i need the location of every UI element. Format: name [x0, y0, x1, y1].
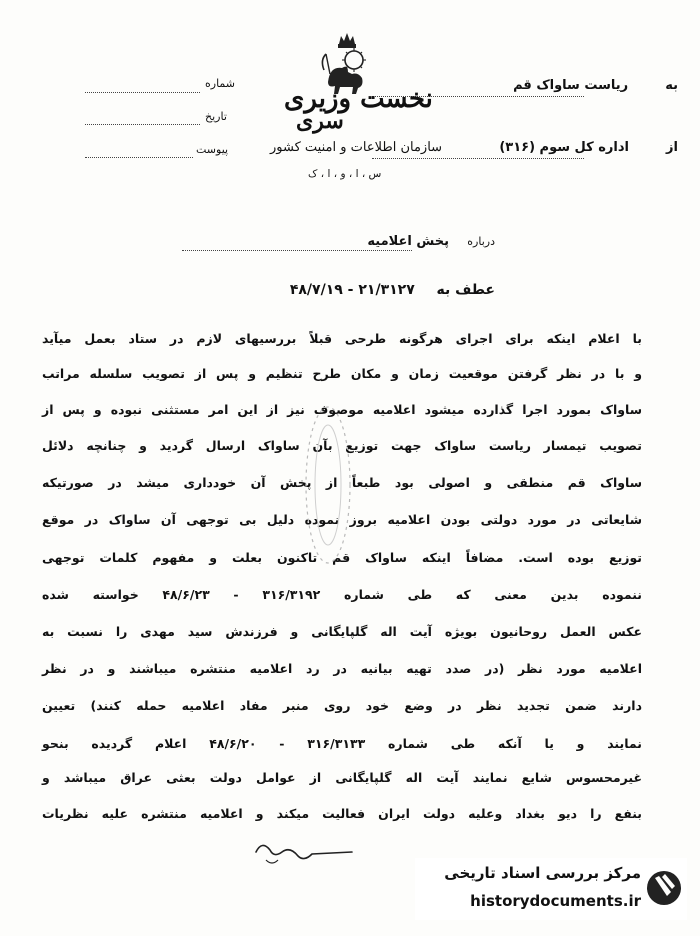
- body-line: ساواک بمورد اجرا گذارده میشود اعلامیه موصوف نیز از این امر مستثنی نبوده و پس از: [42, 402, 642, 417]
- body-line: دارند ضمن تجدید نظر در وضع خود روی منبر مفاد اعلامیه حمله کنند) تعیین: [42, 698, 642, 713]
- sender-line: [499, 140, 678, 155]
- reference-value: ۲۱/۳۱۲۷ - ۴۸/۷/۱۹: [289, 282, 415, 298]
- body-line: ساواک قم منطقی و اصولی بود طبعاً از پخش آن خودداری میشد در صورتیکه: [42, 475, 642, 490]
- sender-prefix: از: [666, 140, 678, 155]
- body-line: تصویب تیمسار ریاست ساواک جهت توزیع بآن ساواک ارسال گردید و چنانچه دلائل: [42, 438, 642, 453]
- body-line: و با در نظر گرفتن موقعیت زمان و مکان طرح تنظیم و پس از تصویب سلسله مراتب: [42, 366, 642, 381]
- date-label: تاریخ: [205, 110, 227, 123]
- body-line: غیرمحسوس شایع نمایند آیت اله گلپایگانی از عوامل دولت بعثی عراق میباشد و: [42, 770, 642, 785]
- body-line: اعلامیه مورد نظر (در صدد تهیه بیانیه در رد اعلامیه منتشره میباشند و در نظر: [42, 661, 642, 676]
- body-line: بنفع را دیو بغداد وعلیه دولت ایران فعالیت میکند و اعلامیه منتشره علیه نظریات: [42, 806, 642, 821]
- organization-name: سازمان اطلاعات و امنیت کشور: [270, 140, 443, 155]
- subject-line: [367, 234, 495, 249]
- recipient-prefix: به: [665, 78, 678, 93]
- body-line: شایعاتی در مورد دولتی بودن اعلامیه بروز نموده دلیل بی توجهی آن ساواک در موقع: [42, 512, 642, 527]
- attachment-label: پیوست: [196, 143, 229, 156]
- emblem-title: نخست وزیری: [284, 84, 433, 114]
- body-line: توزیع بوده است. مضافاً اینکه ساواک قم تاکنون بعلت و مفهوم کلمات توجهی: [42, 550, 642, 565]
- handwritten-signature: [248, 836, 358, 872]
- classification-stamp: سری: [296, 108, 344, 134]
- subject-dotted-line: [182, 250, 412, 251]
- date-dotted-line: [85, 124, 200, 125]
- number-dotted-line: [85, 92, 200, 93]
- attachment-dotted-line: [85, 157, 193, 158]
- reference-line: [290, 282, 495, 298]
- body-line: با اعلام اینکه برای اجرای هرگونه طرحی قبلاً بررسیهای لازم در ستاد بعمل میآید: [42, 331, 642, 346]
- sender-dotted-line: [372, 158, 584, 159]
- archive-watermark: [415, 858, 687, 920]
- subject-value: پخش اعلامیه: [367, 234, 450, 249]
- archive-logo-icon: [645, 866, 683, 910]
- watermark-url: historydocuments.ir: [470, 892, 641, 910]
- subject-label: درباره: [467, 235, 495, 248]
- recipient-value: ریاست ساواک قم: [513, 78, 629, 93]
- body-line: نمایند و یا آنکه طی شماره ۳۱۶/۳۱۳۳ - ۴۸/۶/۲۰ اعلام گردیده بنحو: [42, 736, 642, 751]
- department-code: س ، ا ، و ، ا ، ک: [308, 168, 382, 180]
- faded-stamp-mark: [298, 400, 358, 570]
- body-line: ننموده بدین معنی که طی شماره ۳۱۶/۳۱۹۲ - ۴۸/۶/۲۳ خواسته شده: [42, 587, 642, 602]
- number-label: شماره: [205, 77, 236, 90]
- recipient-line: [513, 78, 678, 93]
- sender-value: اداره کل سوم (۳۱۶): [499, 140, 629, 155]
- reference-label: عطف به: [436, 282, 495, 298]
- body-line: عکس العمل روحانیون بویژه آیت اله گلپایگانی و فرزندش سید مهدی را نسبت به: [42, 624, 642, 639]
- watermark-title: مرکز بررسی اسناد تاریخی: [444, 864, 641, 882]
